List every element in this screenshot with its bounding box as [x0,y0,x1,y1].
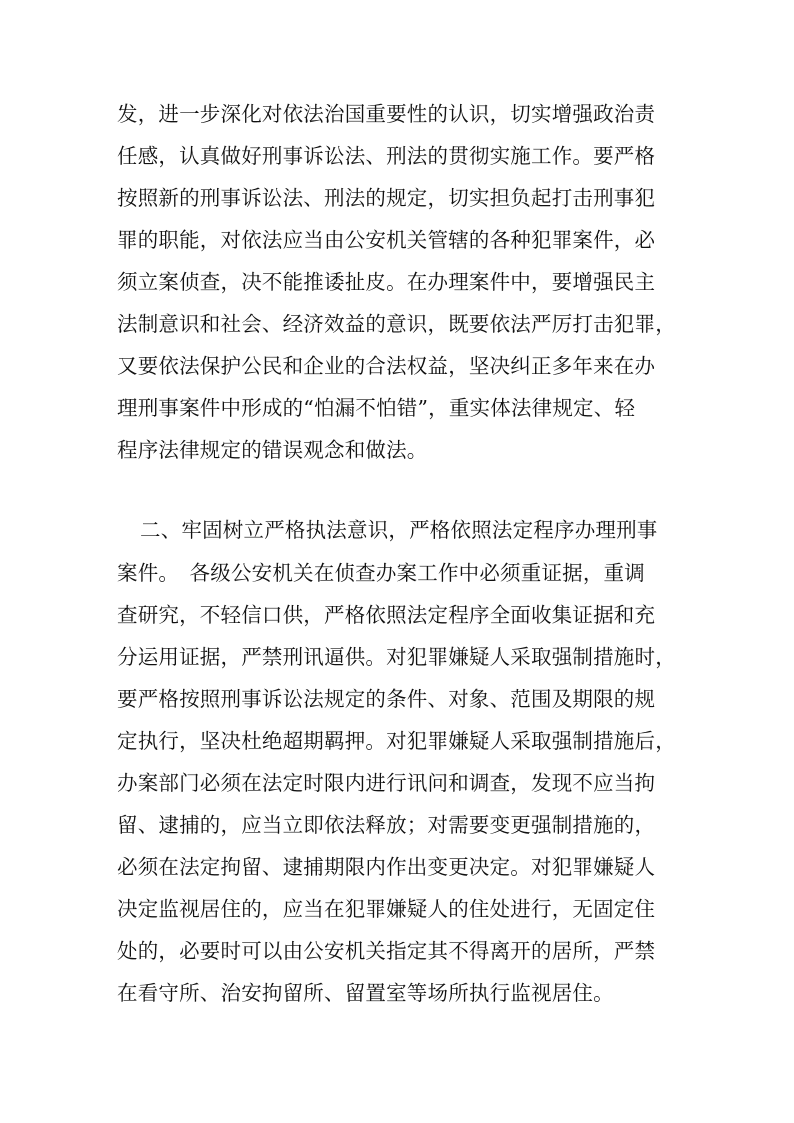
paragraph-2-line-9: 必须在法定拘留、逮捕期限内作出变更决定。对犯罪嫌疑人 [117,855,656,879]
paragraph-2-line-10: 决定监视居住的，应当在犯罪嫌疑人的住处进行，无固定住 [117,897,656,921]
paragraph-1-line-9: 程序法律规定的错误观念和做法。 [117,438,428,462]
paragraph-1-line-3: 按照新的刑事诉讼法、刑法的规定，切实担负起打击刑事犯 [117,186,656,210]
paragraph-2-line-11: 处的，必要时可以由公安机关指定其不得离开的居所，严禁 [117,939,656,963]
paragraph-1-line-7: 又要依法保护公民和企业的合法权益，坚决纠正多年来在办 [117,354,656,378]
paragraph-2-line-12: 在看守所、治安拘留所、留置室等场所执行监视居住。 [117,981,614,1005]
paragraph-2-line-8: 留、逮捕的，应当立即依法释放；对需要变更强制措施的， [117,813,656,837]
paragraph-2-line-5: 要严格按照刑事诉讼法规定的条件、对象、范围及期限的规 [117,687,656,711]
paragraph-2-line-4: 分运用证据，严禁刑讯逼供。对犯罪嫌疑人采取强制措施时， [117,645,676,669]
paragraph-1-line-1: 发，进一步深化对依法治国重要性的认识，切实增强政治责 [117,102,656,126]
paragraph-2-line-2: 案件。 各级公安机关在侦查办案工作中必须重证据，重调 [117,561,645,585]
paragraph-2-line-1: 二、牢固树立严格执法意识，严格依照法定程序办理刑事 [140,518,658,542]
paragraph-2-line-7: 办案部门必须在法定时限内进行讯问和调查，发现不应当拘 [117,771,656,795]
paragraph-1-line-6: 法制意识和社会、经济效益的意识，既要依法严厉打击犯罪， [117,312,676,336]
paragraph-2-line-3: 查研究，不轻信口供，严格依照法定程序全面收集证据和充 [117,603,656,627]
paragraph-1-line-2: 任感，认真做好刑事诉讼法、刑法的贯彻实施工作。要严格 [117,144,656,168]
paragraph-1-line-5: 须立案侦查，决不能推诿扯皮。在办理案件中，要增强民主 [117,270,656,294]
paragraph-2-line-6: 定执行，坚决杜绝超期羁押。对犯罪嫌疑人采取强制措施后， [117,729,676,753]
paragraph-1-line-4: 罪的职能，对依法应当由公安机关管辖的各种犯罪案件，必 [117,228,656,252]
paragraph-1-line-8: 理刑事案件中形成的“怕漏不怕错”，重实体法律规定、轻 [117,396,636,420]
